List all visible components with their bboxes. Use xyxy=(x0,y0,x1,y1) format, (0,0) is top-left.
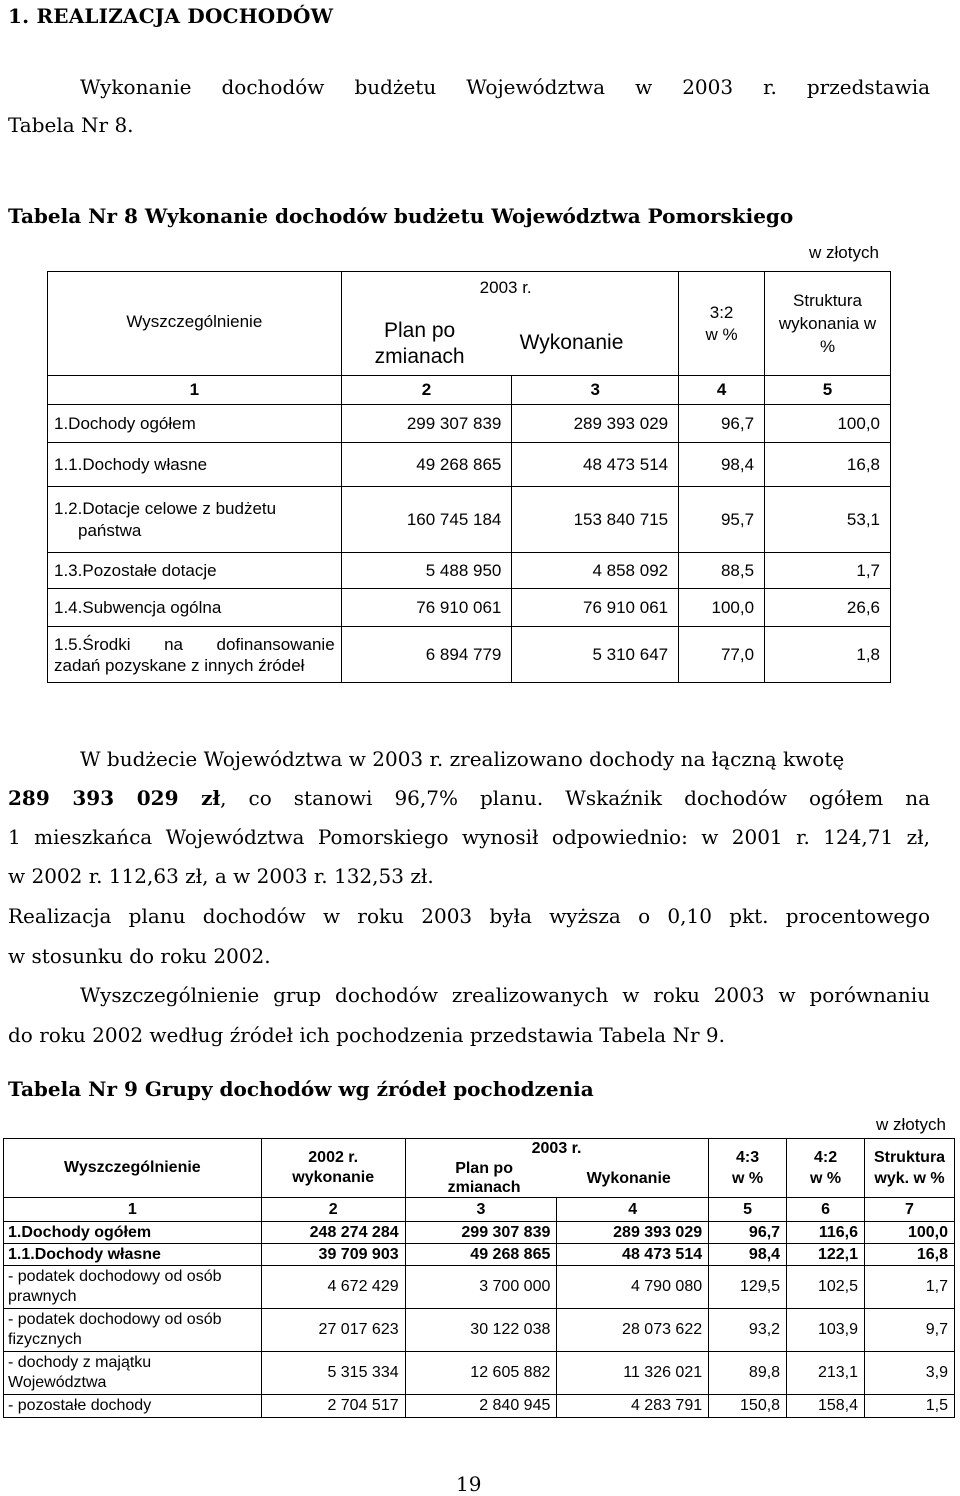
table9-num-5: 5 xyxy=(709,1198,787,1222)
table9-cell-struct: 3,9 xyxy=(865,1352,955,1395)
table9-cell-plan: 30 122 038 xyxy=(405,1309,557,1352)
table8-cell-wyk: 4 858 092 xyxy=(512,553,679,589)
table9-row xyxy=(4,1222,955,1244)
table8-cell-wyk: 76 910 061 xyxy=(512,589,679,627)
table9-header-2003 xyxy=(405,1139,709,1198)
table9-cell-plan: 2 840 945 xyxy=(405,1395,557,1418)
table9-cell-wyk: 28 073 622 xyxy=(557,1309,709,1352)
summary-p2-line1: Realizacja planu dochodów w roku 2003 była wyższa o 0,10 pkt. procentowego xyxy=(8,904,930,928)
table9-cell-r42: 116,6 xyxy=(787,1222,865,1244)
table9-numbers-row xyxy=(4,1198,955,1222)
table8-header-plan: Plan po zmianach xyxy=(374,319,465,368)
table8-header-ratio: 3:2 w % xyxy=(679,272,765,376)
table8-row xyxy=(48,443,891,487)
table9-cell-plan: 299 307 839 xyxy=(405,1222,557,1244)
table9-cell-wyk: 289 393 029 xyxy=(557,1222,709,1244)
table8-header-struct: Struktura wykonania w % xyxy=(765,272,891,376)
table8-header-2003 xyxy=(341,272,678,376)
table8-cell-struct: 53,1 xyxy=(765,487,891,553)
summary-p1-line3: 1 mieszkańca Województwa Pomorskiego wynosił odpowiednio: w 2001 r. 124,71 zł, xyxy=(8,825,930,849)
table9-cell-2002: 39 709 903 xyxy=(261,1244,405,1266)
table9-header-struct: Struktura wyk. w % xyxy=(865,1139,955,1198)
table9-cell-struct: 1,5 xyxy=(865,1395,955,1418)
table8-row xyxy=(48,627,891,683)
section-title: 1. REALIZACJA DOCHODÓW xyxy=(8,4,334,28)
table9-header-r42: 4:2 w % xyxy=(787,1139,865,1198)
table8-row-name: 1.4.Subwencja ogólna xyxy=(48,589,342,627)
table8-header-wyk: Wykonanie xyxy=(519,331,624,354)
table9-header-r43: 4:3 w % xyxy=(709,1139,787,1198)
summary-p3-line1: Wyszczególnienie grup dochodów zrealizowanych w roku 2003 w porównaniu xyxy=(80,983,930,1007)
table9-cell-r42: 103,9 xyxy=(787,1309,865,1352)
intro-line-1: Wykonanie dochodów budżetu Województwa w 2003 r. przedstawia xyxy=(80,75,931,99)
table9-cell-2002: 4 672 429 xyxy=(261,1266,405,1309)
table8-cell-struct: 16,8 xyxy=(765,443,891,487)
table9-cell-r43: 129,5 xyxy=(709,1266,787,1309)
table9-cell-plan: 49 268 865 xyxy=(405,1244,557,1266)
table9-row-name: 1.1.Dochody własne xyxy=(4,1244,262,1266)
table8-header-row xyxy=(48,272,891,376)
table8-cell-ratio: 77,0 xyxy=(679,627,765,683)
intro-line-2: Tabela Nr 8. xyxy=(8,113,134,137)
table9-num-7: 7 xyxy=(865,1198,955,1222)
table9-cell-2002: 248 274 284 xyxy=(261,1222,405,1244)
summary-p1-line4: w 2002 r. 112,63 zł, a w 2003 r. 132,53 zł. xyxy=(8,864,434,888)
table9-cell-struct: 100,0 xyxy=(865,1222,955,1244)
table9-cell-2002: 27 017 623 xyxy=(261,1309,405,1352)
table8-cell-ratio: 88,5 xyxy=(679,553,765,589)
table8-cell-plan: 299 307 839 xyxy=(341,405,512,443)
table8-cell-wyk: 5 310 647 xyxy=(512,627,679,683)
table9-cell-wyk: 4 283 791 xyxy=(557,1395,709,1418)
table8-cell-struct: 1,8 xyxy=(765,627,891,683)
table8-cell-ratio: 100,0 xyxy=(679,589,765,627)
table9-header-year: 2003 r. xyxy=(531,1140,582,1157)
table8-num-4: 4 xyxy=(679,376,765,405)
summary-p1-line1: W budżecie Województwa w 2003 r. zrealizowano dochody na łączną kwotę xyxy=(80,747,845,771)
summary-p3-line2: do roku 2002 według źródeł ich pochodzenia przedstawia Tabela Nr 9. xyxy=(8,1023,725,1047)
table8-num-1: 1 xyxy=(48,376,342,405)
table8-header-col1: Wyszczególnienie xyxy=(48,272,342,376)
table8-cell-struct: 100,0 xyxy=(765,405,891,443)
table9-cell-r42: 122,1 xyxy=(787,1244,865,1266)
table9-cell-wyk: 48 473 514 xyxy=(557,1244,709,1266)
table9-header-col1: Wyszczególnienie xyxy=(4,1139,262,1198)
table8-cell-plan: 49 268 865 xyxy=(341,443,512,487)
table9-cell-plan: 3 700 000 xyxy=(405,1266,557,1309)
table8-row xyxy=(48,487,891,553)
table9-cell-wyk: 11 326 021 xyxy=(557,1352,709,1395)
table9-row-name: 1.Dochody ogółem xyxy=(4,1222,262,1244)
table9-cell-plan: 12 605 882 xyxy=(405,1352,557,1395)
table8-row xyxy=(48,589,891,627)
table8-cell-ratio: 95,7 xyxy=(679,487,765,553)
table8-cell-struct: 26,6 xyxy=(765,589,891,627)
table9-num-4: 4 xyxy=(557,1198,709,1222)
table8-cell-ratio: 96,7 xyxy=(679,405,765,443)
table9-num-6: 6 xyxy=(787,1198,865,1222)
table8-cell-plan: 6 894 779 xyxy=(341,627,512,683)
table9-cell-2002: 5 315 334 xyxy=(261,1352,405,1395)
table9-row-name: - dochody z majątku Województwa xyxy=(4,1352,262,1395)
table8 xyxy=(47,271,891,683)
table9-cell-r42: 213,1 xyxy=(787,1352,865,1395)
table9-unit: w złotych xyxy=(876,1115,946,1134)
table9-cell-struct: 16,8 xyxy=(865,1244,955,1266)
table9-cell-r42: 158,4 xyxy=(787,1395,865,1418)
table8-cell-ratio: 98,4 xyxy=(679,443,765,487)
table9-num-1: 1 xyxy=(4,1198,262,1222)
summary-p2-line2: w stosunku do roku 2002. xyxy=(8,944,271,968)
table8-row xyxy=(48,405,891,443)
table9-caption: Tabela Nr 9 Grupy dochodów wg źródeł pochodzenia xyxy=(8,1077,594,1101)
table8-cell-wyk: 289 393 029 xyxy=(512,405,679,443)
table9-cell-r43: 96,7 xyxy=(709,1222,787,1244)
table8-row-name: 1.1.Dochody własne xyxy=(48,443,342,487)
table8-row-name: 1.5.Środki na dofinansowanie zadań pozyskane z innych źródeł xyxy=(48,627,342,683)
table8-cell-wyk: 153 840 715 xyxy=(512,487,679,553)
table8-cell-struct: 1,7 xyxy=(765,553,891,589)
table8-row-name: 1.Dochody ogółem xyxy=(48,405,342,443)
table8-caption: Tabela Nr 8 Wykonanie dochodów budżetu Województwa Pomorskiego xyxy=(8,204,794,228)
table9-row xyxy=(4,1309,955,1352)
table9-cell-2002: 2 704 517 xyxy=(261,1395,405,1418)
table8-unit: w złotych xyxy=(809,243,879,262)
table9-row-name: - podatek dochodowy od osób fizycznych xyxy=(4,1309,262,1352)
table8-num-3: 3 xyxy=(512,376,679,405)
page-number: 19 xyxy=(456,1472,482,1496)
table9-cell-wyk: 4 790 080 xyxy=(557,1266,709,1309)
table9-row xyxy=(4,1266,955,1309)
summary-p1-line2: 289 393 029 zł, co stanowi 96,7% planu. Wskaźnik dochodów ogółem na xyxy=(8,786,930,810)
table8-cell-plan: 76 910 061 xyxy=(341,589,512,627)
table9-cell-struct: 1,7 xyxy=(865,1266,955,1309)
table9-row-name: - pozostałe dochody xyxy=(4,1395,262,1418)
table9-row xyxy=(4,1352,955,1395)
table8-row-name: 1.3.Pozostałe dotacje xyxy=(48,553,342,589)
table9-header-wyk: Wykonanie xyxy=(586,1170,671,1187)
table9-cell-r43: 98,4 xyxy=(709,1244,787,1266)
table8-header-year: 2003 r. xyxy=(479,278,532,297)
table9-header-2002: 2002 r. wykonanie xyxy=(261,1139,405,1198)
table9-header-plan: Plan po zmianach xyxy=(447,1160,521,1196)
table8-num-2: 2 xyxy=(341,376,512,405)
table9 xyxy=(3,1138,955,1418)
table9-cell-r42: 102,5 xyxy=(787,1266,865,1309)
table9-cell-r43: 150,8 xyxy=(709,1395,787,1418)
table9-row xyxy=(4,1395,955,1418)
table9-num-2: 2 xyxy=(261,1198,405,1222)
table9-cell-r43: 93,2 xyxy=(709,1309,787,1352)
table8-row xyxy=(48,553,891,589)
table8-numbers-row xyxy=(48,376,891,405)
table9-num-3: 3 xyxy=(405,1198,557,1222)
table8-cell-plan: 5 488 950 xyxy=(341,553,512,589)
table9-cell-r43: 89,8 xyxy=(709,1352,787,1395)
table9-row xyxy=(4,1244,955,1266)
table9-cell-struct: 9,7 xyxy=(865,1309,955,1352)
table8-cell-wyk: 48 473 514 xyxy=(512,443,679,487)
table8-row-name: 1.2.Dotacje celowe z budżetu państwa xyxy=(48,487,342,553)
table9-header-row xyxy=(4,1139,955,1198)
table8-cell-plan: 160 745 184 xyxy=(341,487,512,553)
table9-row-name: - podatek dochodowy od osób prawnych xyxy=(4,1266,262,1309)
table8-num-5: 5 xyxy=(765,376,891,405)
